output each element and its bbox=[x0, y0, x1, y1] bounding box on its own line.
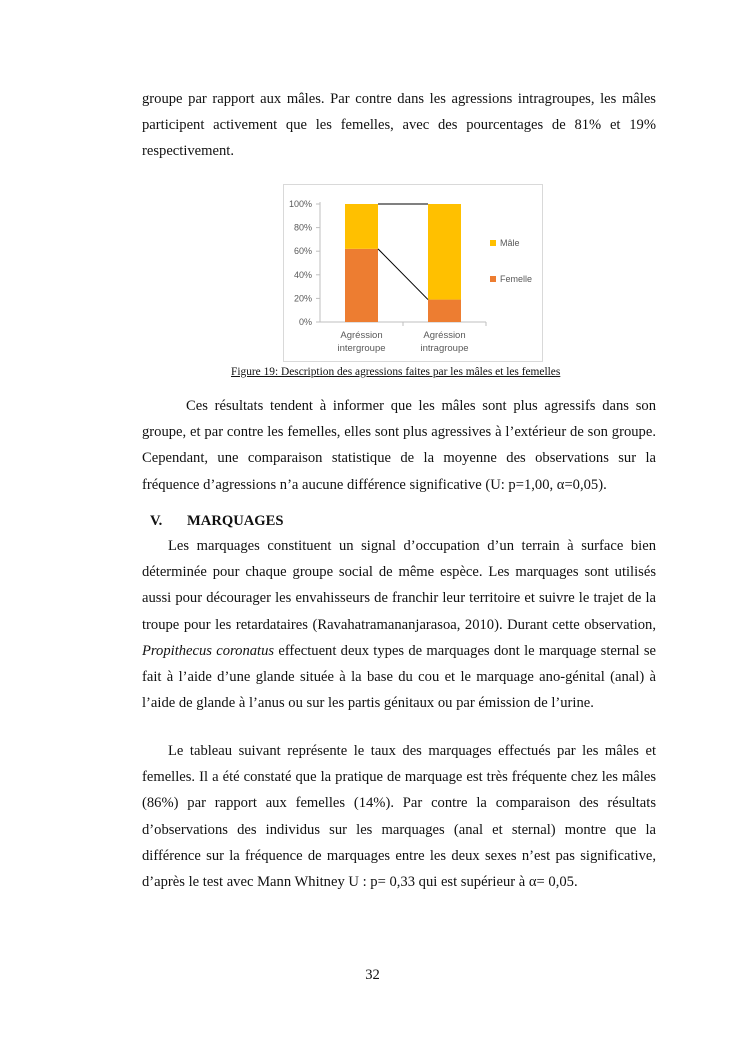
section-title: MARQUAGES bbox=[187, 513, 284, 529]
y-tick-label: 80% bbox=[293, 222, 312, 233]
bar-femelle-1 bbox=[345, 249, 378, 322]
x-category-label: intergroupe bbox=[337, 343, 386, 354]
legend-swatch-femelle bbox=[490, 276, 496, 282]
x-category-label: intragroupe bbox=[420, 343, 469, 354]
paragraph-results: Ces résultats tendent à informer que les mâles sont plus agressifs dans son groupe, et par contre les femelles, elles sont plus agressives à l’extérieur de son groupe. Cependant, une comparaison statistique de la moyenne des observations sur la fréquence d’agressions n’a aucune différence significative (U: p=1,00, α=0,05). bbox=[142, 398, 656, 493]
paragraph-marquages bbox=[142, 533, 656, 716]
figure-caption: Figure 19: Description des agressions faites par les mâles et les femelles bbox=[231, 366, 561, 378]
y-tick-label: 0% bbox=[298, 317, 312, 327]
section-heading bbox=[150, 509, 283, 533]
paragraph-marquages-part1: Les marquages constituent un signal d’occupation d’un terrain à surface bien déterminée pour chaque groupe social de même espèce. Les marquages sont utilisés aussi pour décourager les envahisseurs de franchir leur territoire et suivre le trajet de la troupe pour les retardataires (Ravahatramananjarasoa, 2010). Durant cette observation, bbox=[142, 538, 656, 633]
section-number: V. bbox=[150, 513, 163, 529]
y-tick-label: 40% bbox=[293, 269, 312, 280]
legend-label-femelle: Femelle bbox=[500, 274, 533, 284]
paragraph-marquages-part2: effectuent deux types de marquages dont le marquage sternal se fait à l’aide d’une glande située à la base du cou et le marquage ano-génital (anal) à l’aide de glande à l’anus ou sur les partis génitaux ou par émission de l’urine. bbox=[142, 642, 656, 712]
y-tick-label: 20% bbox=[293, 293, 312, 304]
bar-mâle-2 bbox=[428, 204, 461, 300]
series-line-femelle bbox=[378, 249, 428, 300]
paragraph-tableau: Le tableau suivant représente le taux des marquages effectués par les mâles et femelles. Il a été constaté que la pratique de marquage est très fréquente chez les mâles (86%) par rapport aux femelles (14%). Par contre la comparaison des résultats d’observations des individus sur les marquages (anal et sternal) montre que la différence sur la fréquence de marquages entre les deux sexes n’est pas significative, d’après le test avec Mann Whitney U : p= 0,33 qui est supérieur à α= 0,05. bbox=[142, 743, 656, 891]
aggression-chart-svg bbox=[284, 185, 542, 361]
y-tick-label: 60% bbox=[293, 246, 312, 257]
legend-swatch-mâle bbox=[490, 240, 496, 246]
aggression-chart bbox=[283, 184, 543, 362]
y-tick-label: 100% bbox=[288, 199, 312, 209]
bar-femelle-2 bbox=[428, 300, 461, 322]
x-category-label: Agréssion bbox=[340, 330, 383, 341]
species-name: Propithecus coronatus bbox=[142, 642, 275, 659]
paragraph-intro: groupe par rapport aux mâles. Par contre dans les agressions intragroupes, les mâles participent activement que les femelles, avec des pourcentages de 81% et 19% respectivement. bbox=[142, 91, 656, 160]
legend-label-mâle: Mâle bbox=[500, 238, 520, 248]
bar-mâle-1 bbox=[345, 204, 378, 249]
page-number: 32 bbox=[365, 967, 380, 983]
x-category-label: Agréssion bbox=[423, 330, 466, 341]
